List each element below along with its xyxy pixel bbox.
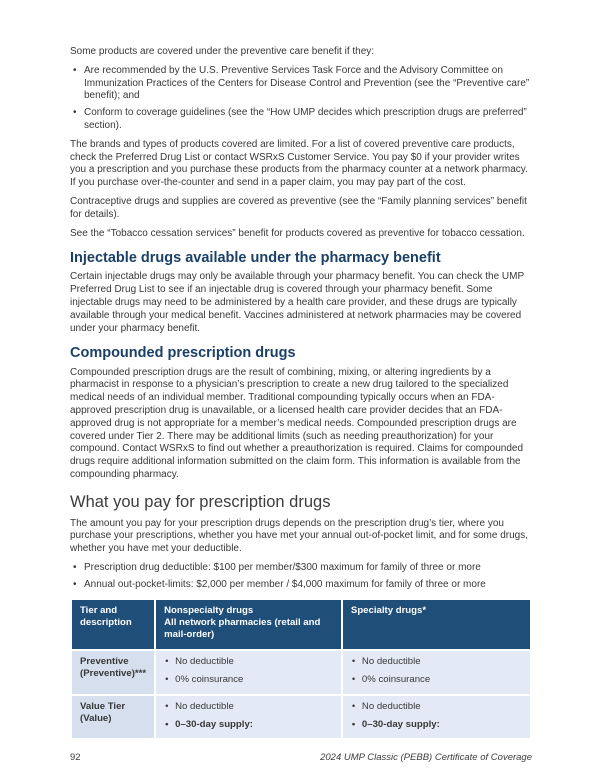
tobacco-paragraph: See the “Tobacco cessation services” benefit for products covered as preventive for tobacco cessation.	[70, 227, 525, 239]
list-item: • 0% coinsurance	[351, 674, 522, 686]
list-item: • Are recommended by the U.S. Preventive Services Task Force and the Advisory Committee on Immunization Practices of the Centers for Disease Control and Prevention (see the “Preventive care” benefit); and	[70, 65, 532, 103]
table-header-specialty	[342, 599, 531, 650]
injectable-paragraph: Certain injectable drugs may only be available through your pharmacy benefit. You can check the UMP Preferred Drug List to see if an injectable drug is covered through your pharmacy benefit. Some injectable drugs may need to be administered by a health care provider, and these drugs are typically available through your medical benefit. Vaccines administered at network pharmacies may be covered under your pharmacy benefit.	[70, 271, 524, 334]
specialty-cell	[342, 695, 531, 740]
cost-limits-list	[70, 562, 532, 592]
cell-bullet-list	[351, 656, 522, 687]
table-row-preventive	[71, 650, 531, 695]
nonspecialty-cell	[155, 650, 342, 695]
cell-bullet-list	[351, 701, 522, 732]
list-item: • No deductible	[164, 701, 333, 713]
list-item: • 0–30-day supply:	[351, 719, 522, 731]
table-header-tier	[71, 599, 155, 650]
header-label: Tier and description	[80, 604, 132, 628]
cell-bullet-list	[164, 701, 333, 732]
section-heading-compounded-drugs: Compounded prescription drugs	[70, 345, 296, 362]
contraceptive-paragraph: Contraceptive drugs and supplies are covered as preventive (see the “Family planning services” benefit for details).	[70, 195, 527, 220]
preventive-criteria-list	[70, 65, 532, 133]
page-heading-what-you-pay: What you pay for prescription drugs	[70, 492, 331, 511]
list-item: • No deductible	[351, 701, 522, 713]
page-number: 92	[70, 752, 81, 763]
list-item: • Prescription drug deductible: $100 per member/$300 maximum for family of three or more	[70, 562, 532, 575]
table-header-nonspecialty	[155, 599, 342, 650]
list-item: • 0% coinsurance	[164, 674, 333, 686]
what-you-pay-paragraph: The amount you pay for your prescription drugs depends on the prescription drug’s tier, where you purchase your prescriptions, whether you have met your annual out-of-pocket limit, and for some drugs, whether you have met your deductible.	[70, 517, 529, 555]
drug-cost-table	[70, 598, 532, 741]
list-item: • 0–30-day supply:	[164, 719, 333, 731]
compounded-paragraph: Compounded prescription drugs are the result of combining, mixing, or altering ingredients by a pharmacist in response to a physician’s prescription to create a new drug tailored to the specialized medical needs of an individual member. Traditional compounding typically occurs when an FDA-approved prescription drug is unavailable, or a licensed health care provider decides that an FDA-approved drug is not appropriate for a member’s medical needs. Compounded prescription drugs are covered under Tier 2. There may be additional limits (such as needing preauthorization) for your compound. Contact WSRxS to find out whether a preauthorization is required. Claims for compounded drugs require additional information submitted on the claim form. This information is available from the compounding pharmacy.	[70, 366, 524, 480]
page-footer	[70, 752, 532, 763]
header-subline: All network pharmacies (retail and mail-order)	[164, 616, 321, 641]
header-label: Specialty drugs*	[350, 604, 427, 616]
tier-alias: (Value)	[80, 712, 112, 724]
tier-cell	[71, 650, 155, 695]
table-row-value-tier	[71, 695, 531, 740]
nonspecialty-cell	[155, 695, 342, 740]
brands-paragraph: The brands and types of products covered are limited. For a list of covered preventive care products, check the Preferred Drug List or contact WSRxS Customer Service. You pay $0 if your provider writes you a prescription and you purchase these products from the pharmacy counter at a network pharmacy. If you purchase over-the-counter and send in a paper claim, you may pay part of the cost.	[70, 138, 528, 189]
list-item: • Conform to coverage guidelines (see the “How UMP decides which prescription drugs are preferred” section).	[70, 107, 532, 133]
tier-name: Value Tier	[80, 700, 126, 712]
section-heading-injectable-drugs: Injectable drugs available under the pharmacy benefit	[70, 250, 441, 267]
tier-cell	[71, 695, 155, 740]
tier-name: Preventive	[80, 655, 129, 667]
header-label: Nonspecialty drugs	[164, 604, 254, 616]
tier-alias: (Preventive)***	[80, 668, 147, 680]
list-item: • No deductible	[164, 656, 333, 668]
document-title: 2024 UMP Classic (PEBB) Certificate of Coverage	[320, 752, 532, 763]
cell-bullet-list	[164, 656, 333, 687]
intro-paragraph: Some products are covered under the preventive care benefit if they:	[70, 46, 375, 57]
specialty-cell	[342, 650, 531, 695]
list-item: • No deductible	[351, 656, 522, 668]
table-header-row	[71, 599, 531, 650]
list-item: • Annual out-pocket-limits: $2,000 per member / $4,000 maximum for family of three or more	[70, 579, 532, 592]
